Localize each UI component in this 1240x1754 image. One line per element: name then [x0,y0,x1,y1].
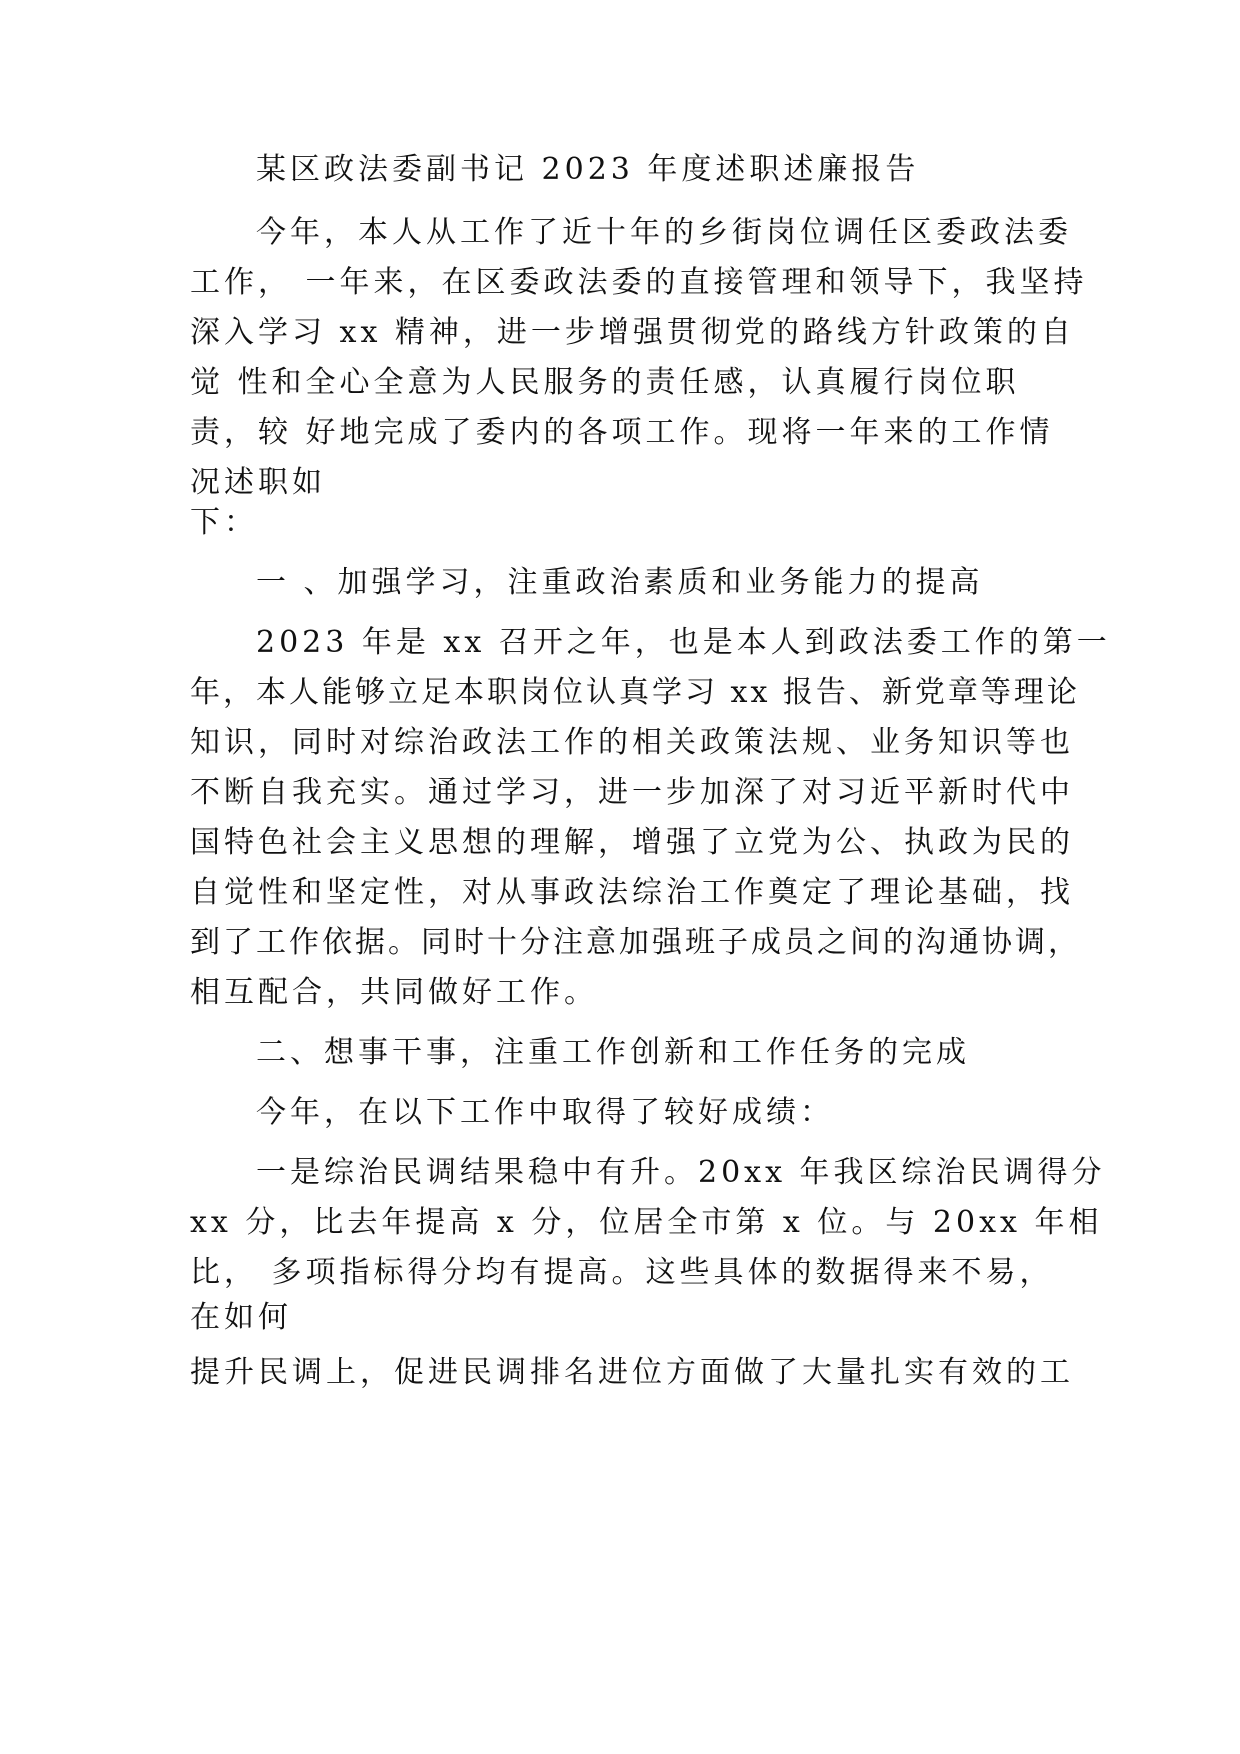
paragraph-line: 工作， 一年来，在区委政法委的直接管理和领导下，我坚持 [190,265,1088,300]
paragraph-line: 国特色社会主义思想的理解，增强了立党为公、执政为民的 [190,825,1074,860]
paragraph-line: 一是综治民调结果稳中有升。20xx 年我区综治民调得分 [256,1155,1106,1190]
paragraph-line: 2023 年是 xx 召开之年，也是本人到政法委工作的第一 [256,625,1111,660]
paragraph-line: 自觉性和坚定性，对从事政法综治工作奠定了理论基础，找 [190,875,1074,910]
paragraph-line: 况述职如 [190,465,326,500]
paragraph-line: 在如何 [190,1300,292,1335]
document-title: 某区政法委副书记 2023 年度述职述廉报告 [256,152,920,187]
paragraph-line: xx 分，比去年提高 x 分，位居全市第 x 位。与 20xx 年相 [190,1205,1103,1240]
paragraph-line: 不断自我充实。通过学习，进一步加深了对习近平新时代中 [190,775,1074,810]
section-heading: 二、想事干事，注重工作创新和工作任务的完成 [256,1035,970,1070]
paragraph-line: 知识，同时对综治政法工作的相关政策法规、业务知识等也 [190,725,1074,760]
paragraph-line: 提升民调上，促进民调排名进位方面做了大量扎实有效的工 [190,1355,1074,1390]
paragraph-line: 比， 多项指标得分均有提高。这些具体的数据得来不易， [190,1255,1054,1290]
paragraph-line: 到了工作依据。同时十分注意加强班子成员之间的沟通协调， [190,925,1081,960]
paragraph-line: 相互配合，共同做好工作。 [190,975,598,1010]
paragraph-line: 责，较 好地完成了委内的各项工作。现将一年来的工作情 [190,415,1054,450]
paragraph-line: 年，本人能够立足本职岗位认真学习 xx 报告、新党章等理论 [190,675,1080,710]
paragraph-line: 觉 性和全心全意为人民服务的责任感，认真履行岗位职 [190,365,1020,400]
paragraph-line: 今年，在以下工作中取得了较好成绩： [256,1095,834,1130]
paragraph-line: 今年，本人从工作了近十年的乡街岗位调任区委政法委 [256,215,1072,250]
section-heading: 一 、加强学习，注重政治素质和业务能力的提高 [256,565,984,600]
paragraph-line: 深入学习 xx 精神，进一步增强贯彻党的路线方针政策的自 [190,315,1075,350]
paragraph-line: 下： [190,505,258,540]
